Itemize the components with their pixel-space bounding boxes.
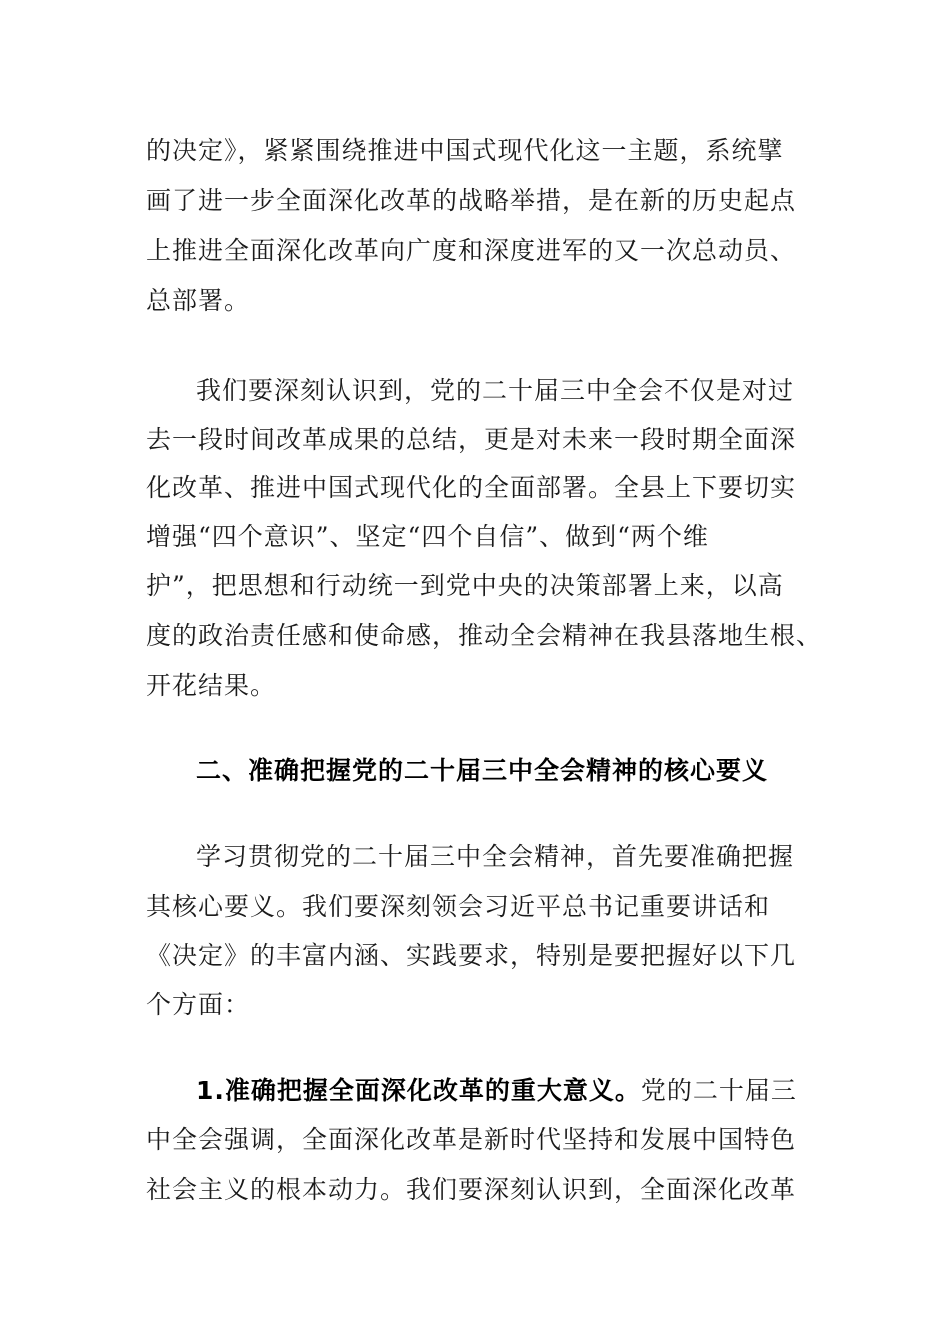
paragraph-1-line: 上推进全面深化改革向广度和深度进军的又一次总动员、 bbox=[146, 236, 797, 265]
paragraph-4-first-line bbox=[196, 1071, 936, 1111]
paragraph-2-line: 去一段时间改革成果的总结，更是对未来一段时期全面深 bbox=[146, 425, 797, 454]
paragraph-1-line: 总部署。 bbox=[146, 286, 251, 315]
paragraph-2-line: 开花结果。 bbox=[146, 671, 277, 700]
point-1-heading: 1.准确把握全面深化改革的重大意义。 bbox=[196, 1076, 641, 1105]
paragraph-4-first-line-rest: 党的二十届三 bbox=[640, 1076, 797, 1105]
paragraph-1-line: 画了进一步全面深化改革的战略举措，是在新的历史起点 bbox=[146, 186, 797, 215]
paragraph-3-line: 《决定》的丰富内涵、实践要求，特别是要把握好以下几 bbox=[146, 941, 797, 970]
paragraph-4-line: 社会主义的根本动力。我们要深刻认识到，全面深化改革 bbox=[146, 1175, 797, 1204]
paragraph-3-line: 学习贯彻党的二十届三中全会精神，首先要准确把握 bbox=[196, 842, 795, 871]
paragraph-2-line: 化改革、推进中国式现代化的全面部署。全县上下要切实 bbox=[146, 473, 797, 502]
paragraph-4-line: 中全会强调，全面深化改革是新时代坚持和发展中国特色 bbox=[146, 1125, 797, 1154]
paragraph-2-line: 增强“四个意识”、坚定“四个自信”、做到“两个维 bbox=[146, 522, 709, 551]
paragraph-2-line: 护”，把思想和行动统一到党中央的决策部署上来，以高 bbox=[146, 571, 784, 600]
paragraph-1-line: 的决定》，紧紧围绕推进中国式现代化这一主题，系统擘 bbox=[146, 136, 784, 165]
paragraph-3-line: 其核心要义。我们要深刻领会习近平总书记重要讲话和 bbox=[146, 892, 771, 921]
paragraph-2-line: 我们要深刻认识到，党的二十届三中全会不仅是对过 bbox=[196, 376, 795, 405]
section-heading: 二、准确把握党的二十届三中全会精神的核心要义 bbox=[196, 756, 769, 785]
paragraph-3-line: 个方面： bbox=[146, 990, 251, 1019]
paragraph-2-line: 度的政治责任感和使命感，推动全会精神在我县落地生根、 bbox=[146, 621, 823, 650]
